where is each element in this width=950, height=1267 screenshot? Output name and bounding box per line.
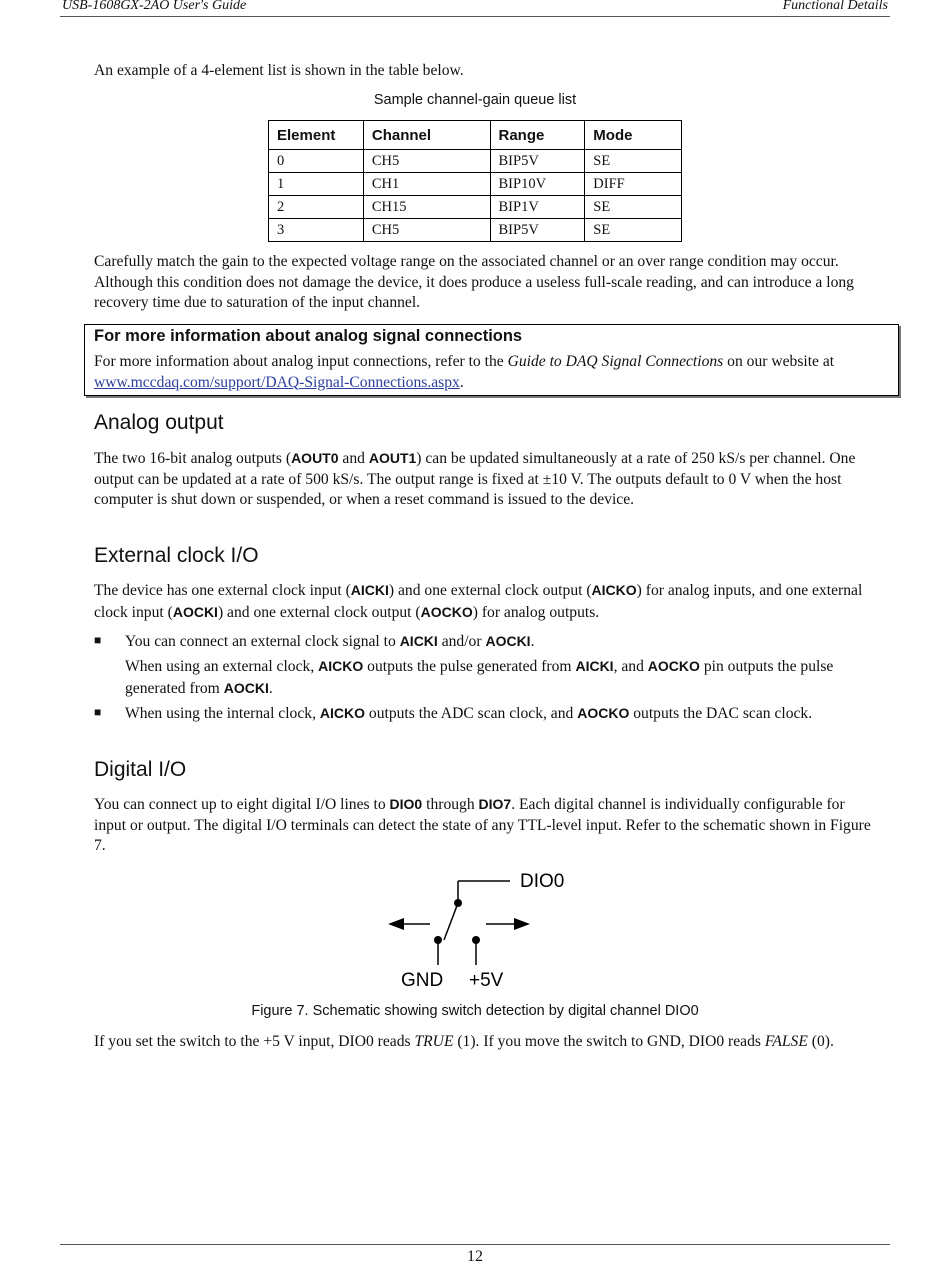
analog-output-heading: Analog output: [94, 411, 224, 434]
intro-text: An example of a 4-element list is shown in the table below.: [94, 62, 464, 79]
analog-output-paragraph: The two 16-bit analog outputs (AOUT0 and AOUT1) can be updated simultaneously at a rate of 250 kS/s per channel. One output can be updated at a rate of 500 kS/s. The output range is fixed at ±10 V. The outputs default to 0 V when the host computer is shut down or suspended, or when a reset command is issued to the device.: [94, 450, 856, 508]
digital-io-heading: Digital I/O: [94, 758, 187, 781]
table-row: [269, 173, 682, 196]
page-header: [60, 0, 890, 17]
col-header-mode: Mode: [585, 121, 682, 150]
aout1-term: AOUT1: [368, 450, 417, 466]
table-row: [269, 219, 682, 242]
col-header-range: Range: [490, 121, 585, 150]
channel-gain-table: [268, 120, 682, 242]
cell-channel: CH5: [363, 150, 490, 173]
table-row: [269, 196, 682, 219]
gain-paragraph: Carefully match the gain to the expected voltage range on the associated channel or an over range condition may occur. Although this condition does not damage the device, it does produce a useless full-scale reading, and can introduce a long recovery time due to saturation of the input channel.: [94, 253, 854, 311]
header-doc-title: USB-1608GX-2AO User's Guide: [62, 0, 247, 13]
cell-element: 3: [269, 219, 364, 242]
page-number: 12: [467, 1248, 483, 1265]
col-header-element: Element: [269, 121, 364, 150]
cell-channel: CH15: [363, 196, 490, 219]
figure-caption: Figure 7. Schematic showing switch detection by digital channel DIO0: [251, 1003, 699, 1019]
digital-io-paragraph: You can connect up to eight digital I/O lines to DIO0 through DIO7. Each digital channel is individually configurable for input or output. The digital I/O terminals can detect the state of any TTL-level input. Refer to the schematic shown in Figure 7.: [94, 796, 871, 854]
cell-channel: CH5: [363, 219, 490, 242]
table-caption: Sample channel-gain queue list: [373, 92, 577, 108]
note-content: For more information about analog input connections, refer to the Guide to DAQ Signal Connections on our website at www.mccdaq.com/support/DAQ-Signal-Connections.aspx.: [94, 353, 835, 391]
cell-range: BIP5V: [490, 150, 585, 173]
cell-mode: SE: [585, 196, 682, 219]
cell-mode: SE: [585, 219, 682, 242]
note-title: For more information about analog signal connections: [94, 327, 523, 345]
cell-range: BIP5V: [490, 219, 585, 242]
cell-element: 1: [269, 173, 364, 196]
cell-range: BIP1V: [490, 196, 585, 219]
bullet-subtext: When using an external clock, AICKO outputs the pulse generated from AICKI, and AOCKO pin outputs the pulse generated from AOCKI.: [125, 658, 834, 697]
cell-mode: DIFF: [585, 173, 682, 196]
guide-title: Guide to DAQ Signal Connections: [507, 353, 724, 370]
external-clock-paragraph: The device has one external clock input (AICKI) and one external clock output (AICKO) for analog inputs, and one external clock input (AOCKI) and one external clock output (AOCKO) for analog outputs.: [94, 582, 863, 621]
final-paragraph: If you set the switch to the +5 V input, DIO0 reads TRUE (1). If you move the switch to GND, DIO0 reads FALSE (0).: [94, 1033, 834, 1050]
header-section-title: Functional Details: [782, 0, 888, 13]
footer-rule: [60, 1244, 890, 1245]
cell-channel: CH1: [363, 173, 490, 196]
info-note-box: [84, 324, 899, 396]
cell-element: 2: [269, 196, 364, 219]
gnd-label: GND: [401, 970, 444, 991]
bullet-marker: ■: [94, 705, 102, 719]
aout0-term: AOUT0: [291, 450, 339, 466]
cell-range: BIP10V: [490, 173, 585, 196]
plus-5v-label: +5V: [469, 970, 504, 991]
bullet-marker: ■: [94, 633, 102, 647]
switch-schematic: [370, 865, 570, 995]
bullet-item: You can connect an external clock signal to AICKI and/or AOCKI.: [125, 633, 535, 650]
col-header-channel: Channel: [363, 121, 490, 150]
table-row: [269, 150, 682, 173]
dio0-label: DIO0: [520, 871, 565, 892]
cell-mode: SE: [585, 150, 682, 173]
external-clock-heading: External clock I/O: [94, 544, 259, 567]
daq-signal-link[interactable]: www.mccdaq.com/support/DAQ-Signal-Connections.aspx: [94, 373, 460, 391]
cell-element: 0: [269, 150, 364, 173]
bullet-item: When using the internal clock, AICKO outputs the ADC scan clock, and AOCKO outputs the DAC scan clock.: [125, 705, 813, 722]
table-header-row: [269, 121, 682, 150]
